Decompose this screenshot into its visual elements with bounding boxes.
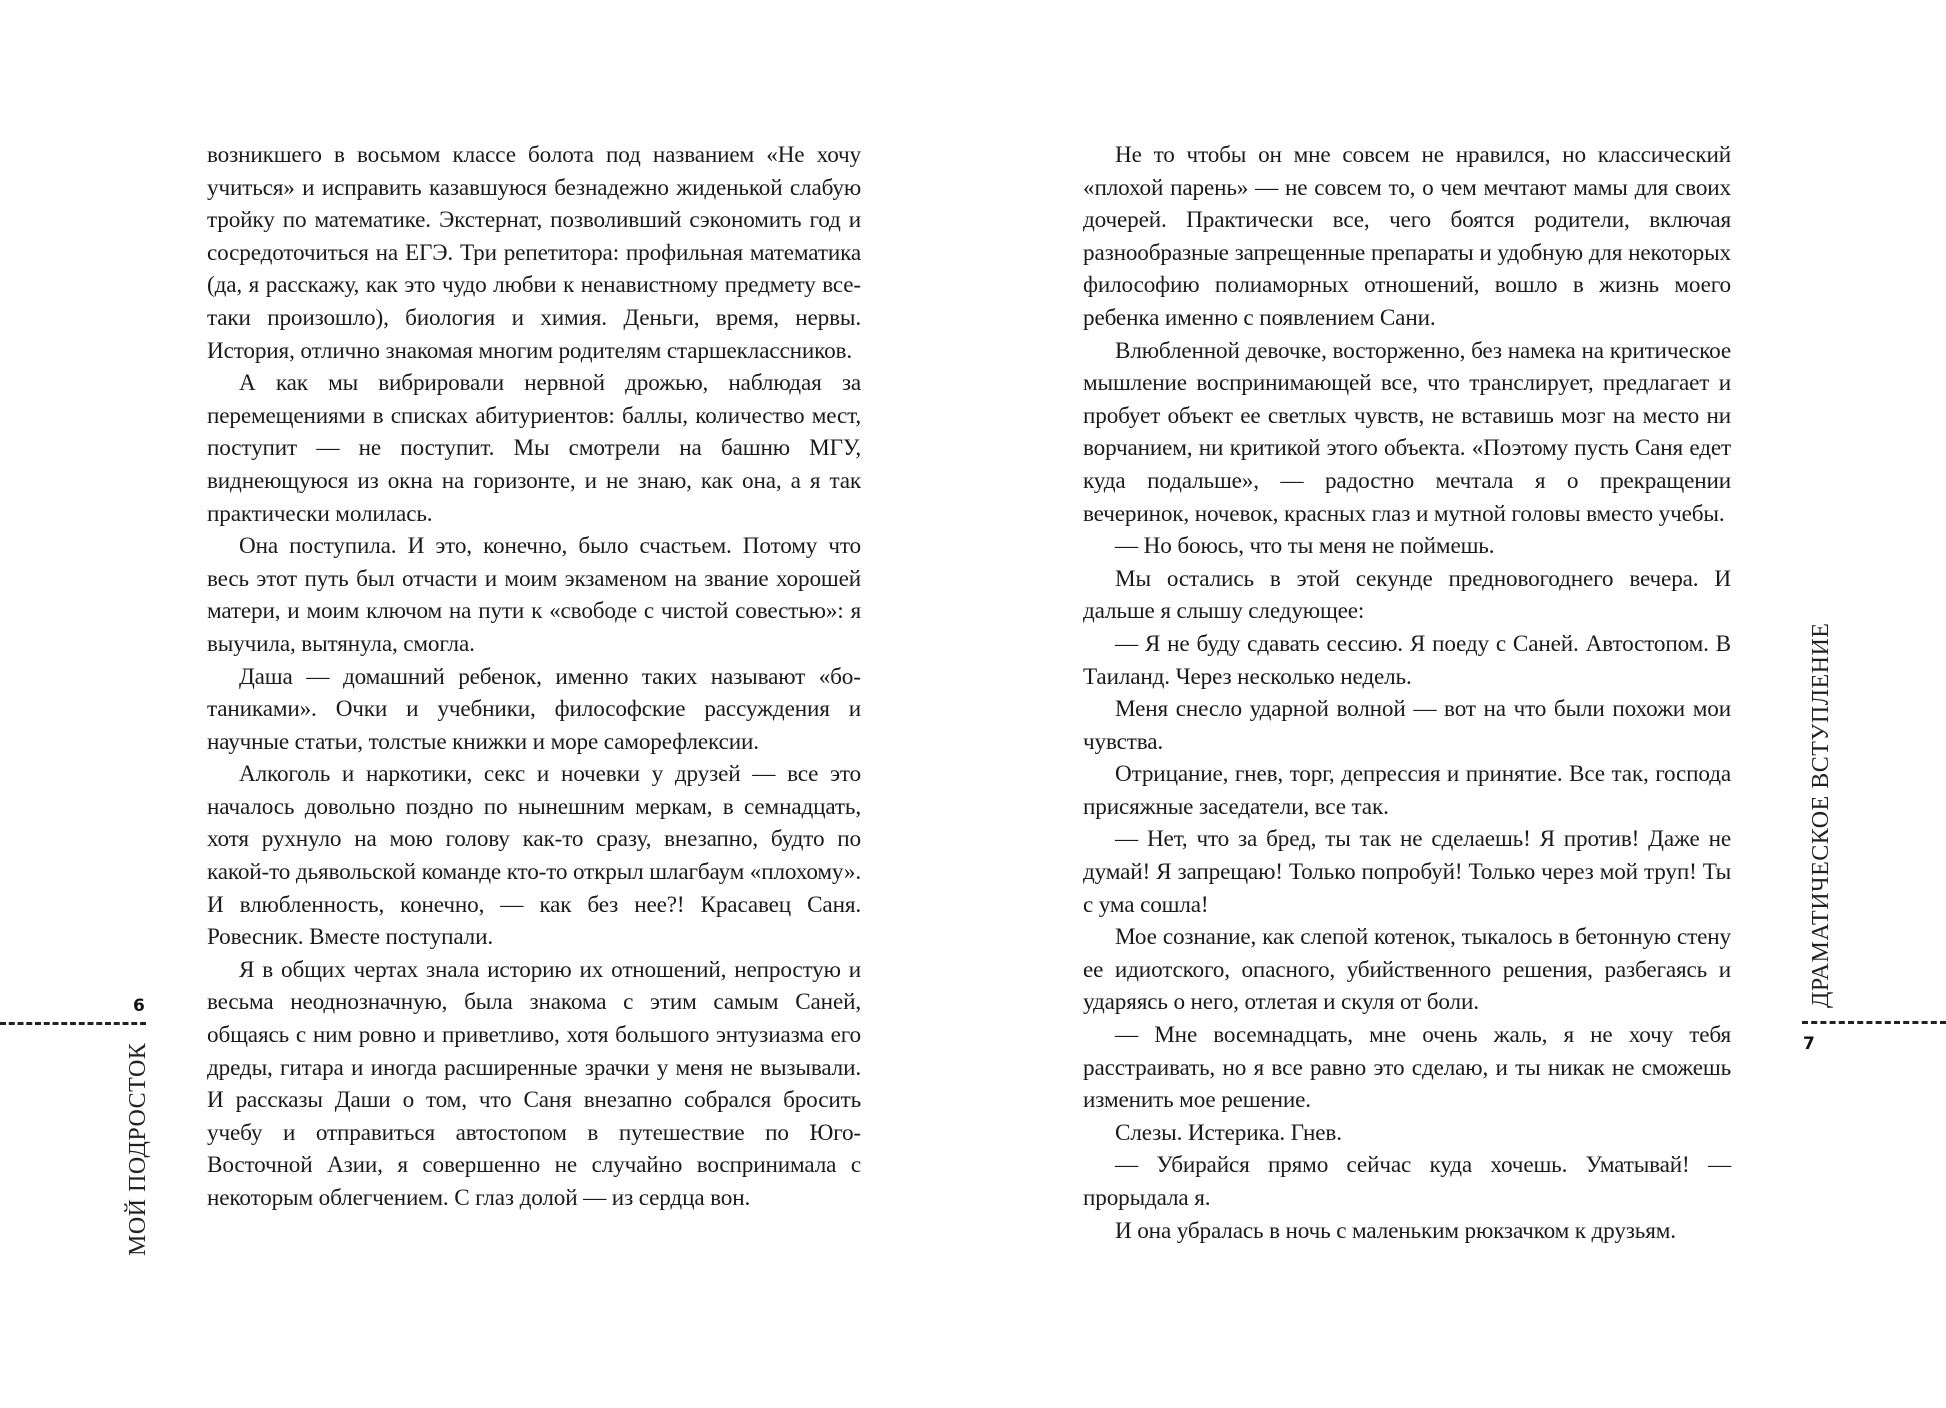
dialogue-line: — Мне восемнадцать, мне очень жаль, я не хочу тебя расстраивать, но я все равно это сделаю, и ты никак не сможешь изменить мое решение. [1083, 1022, 1731, 1114]
paragraph: Не то чтобы он мне совсем не нравился, но классический «плохой парень» — не совсем то, о чем мечтают мамы для своих дочерей. Практически все, чего боятся родители, включая разнообразные запрещенные препараты и удобную для некоторых философию полиаморных отношений, вошло в жизнь моего ребенка именно с появлением Сани. [1083, 142, 1731, 331]
right-page-body [1083, 139, 1731, 1247]
margin-dashed-divider [0, 1022, 146, 1025]
right-page [973, 0, 1946, 1408]
margin-dashed-divider [1802, 1021, 1946, 1024]
paragraph: Она поступила. И это, конечно, было счастьем. Потому что весь этот путь был отчасти и моим экзаменом на звание хорошей матери, и моим ключом на пути к «свободе с чистой совестью»: я выучила, вытянула, смогла. [207, 533, 861, 657]
running-head: МОЙ ПОДРОСТОК [125, 1042, 151, 1256]
paragraph: Я в общих чертах знала историю их отношений, непростую и весьма неоднозначную, была знакома с этим самым Саней, общаясь с ним ровно и приветливо, хотя большого энтузиазма его дреды, гитара и иногда расширенные зрачки у меня не вызывали. И рассказы Даши о том, что Саня внезапно собрался бросить учебу и отправиться автостопом в путешествие по Юго-Восточной Азии, я совершенно не случайно воспринимала с некоторым облегчением. С глаз долой — из сердца вон. [207, 956, 861, 1211]
paragraph: И она убралась в ночь с маленьким рюкзачком к друзьям. [1115, 1217, 1676, 1244]
paragraph: возникшего в восьмом классе болота под названием «Не хочу учиться» и исправить казавшуюся безнадежно жиденькой слабую тройку по математике. Экстернат, позволивший сэкономить год и сосредоточиться на ЕГЭ. Три репетитора: профильная математика (да, я расскажу, как это чудо любви к ненавистному предмету все-таки произошло), биология и химия. Деньги, время, нервы. История, отлично знакомая многим родителям старшеклассников. [207, 142, 861, 364]
paragraph: Меня снесло ударной волной — вот на что были похожи мои чувства. [1083, 696, 1731, 755]
page-number: 6 [133, 996, 145, 1016]
left-page-body [207, 139, 861, 1215]
paragraph: Мы остались в этой секунде предновогоднего вечера. И дальше я слышу следующее: [1083, 565, 1731, 625]
paragraph: А как мы вибрировали нервной дрожью, наблюдая за перемещениями в списках абитуриентов: баллы, количество мест, поступит — не поступит. Мы смотрели на башню МГУ, виднеющуюся из окна на горизонте, и не знаю, как она, а я так практически молилась. [207, 370, 861, 527]
paragraph: Слезы. Истерика. Гнев. [1115, 1119, 1342, 1146]
running-head: ДРАМАТИЧЕСКОЕ ВСТУПЛЕНИЕ [1808, 622, 1834, 1008]
dialogue-line: — Нет, что за бред, ты так не сделаешь! Я против! Даже не думай! Я запрещаю! Только попробуй! Только через мой труп! Ты с ума сошла! [1083, 826, 1731, 918]
dialogue-line: — Но боюсь, что ты меня не поймешь. [1115, 533, 1495, 560]
paragraph: Влюбленной девочке, восторженно, без намека на критическое мышление воспринимающей все, что транслирует, предлагает и пробует объект ее светлых чувств, не вставишь мозг на место ни ворчанием, ни критикой этого объекта. «Поэтому пусть Саня едет куда подальше», — радостно мечтала я о прекращении вечеринок, ночевок, красных глаз и мутной головы вместо учебы. [1083, 337, 1731, 527]
paragraph: Отрицание, гнев, торг, депрессия и принятие. Все так, господа присяжные заседатели, все так. [1083, 761, 1731, 820]
paragraph: Алкоголь и наркотики, секс и ночевки у друзей — все это началось довольно поздно по нынешним меркам, в семнадцать, хотя рухнуло на мою голову как-то сразу, внезапно, будто по какой-то дьявольской команде кто-то открыл шлагбаум «плохому». И влюбленность, конечно, — как без нее?! Красавец Саня. Ровесник. Вместе поступали. [207, 761, 861, 951]
paragraph: Мое сознание, как слепой котенок, тыкалось в бетонную стену ее идиотского, опасного, убийственного решения, разбегаясь и ударяясь о него, отлетая и скуля от боли. [1083, 924, 1731, 1016]
page-number: 7 [1803, 1034, 1815, 1054]
paragraph: Даша — домашний ребенок, именно таких называют «ботаниками». Очки и учебники, философские рассуждения и научные статьи, толстые книжки и море саморефлексии. [207, 663, 861, 755]
dialogue-line: — Убирайся прямо сейчас куда хочешь. Уматывай! — прорыдала я. [1083, 1152, 1731, 1211]
dialogue-line: — Я не буду сдавать сессию. Я поеду с Саней. Автостопом. В Таиланд. Через несколько недель. [1083, 630, 1731, 690]
